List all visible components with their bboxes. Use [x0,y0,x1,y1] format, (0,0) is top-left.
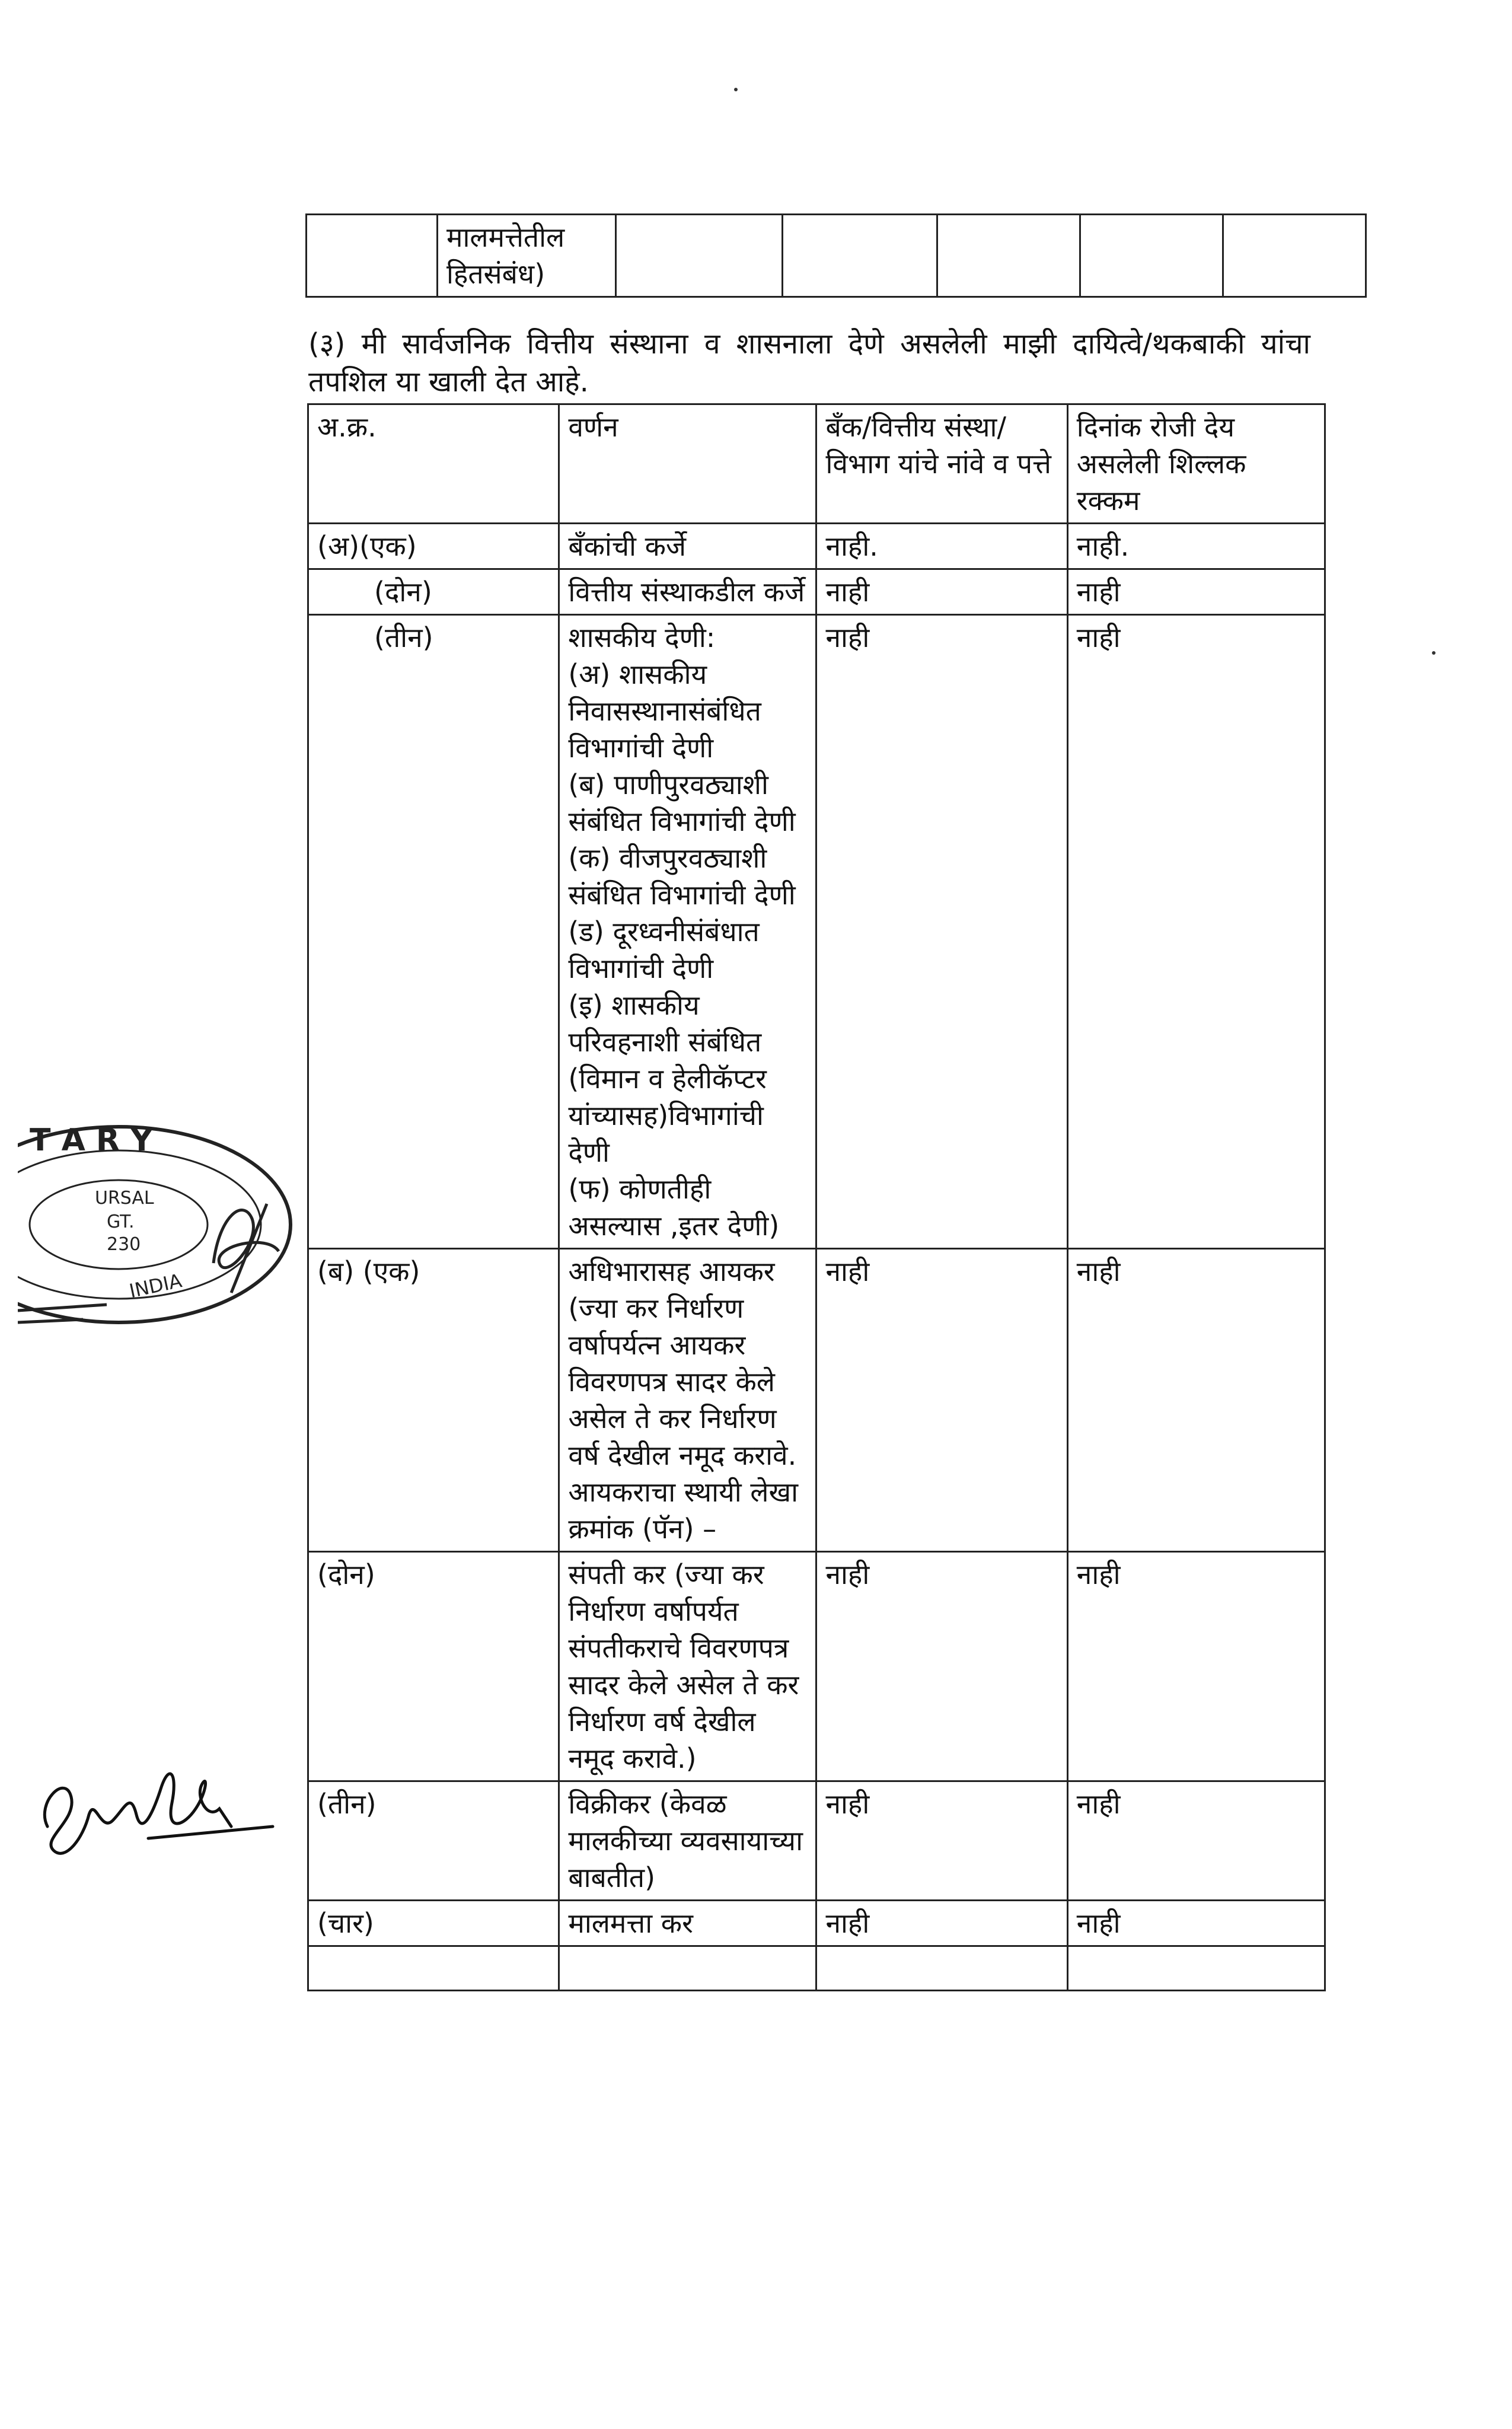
cell-text-line: हितसंबंध) [446,258,546,290]
row-bank: नाही [816,1901,1067,1946]
header-description: वर्णन [559,404,816,524]
liabilities-table [307,403,1326,1991]
table-cell [308,1946,559,1991]
row-amount: नाही [1067,1901,1325,1946]
row-amount: नाही [1067,1781,1325,1901]
description-line: (अ) शासकीय निवासस्थानासंबंधित विभागांची देणी [568,658,761,764]
handwritten-signature [30,1738,285,1874]
table-cell [816,1946,1067,1991]
table-cell [559,1946,816,1991]
stamp-text: T A R Y [30,1123,153,1158]
stamp-text: GT. [107,1212,135,1232]
row-description: वित्तीय संस्थाकडील कर्जे [559,569,816,615]
table-row [308,1781,1325,1901]
stamp-text: INDIA [127,1269,184,1303]
row-serial-no: (अ)(एक) [308,524,559,569]
table-row [308,1249,1325,1552]
row-description [559,615,816,1249]
table-header-row [308,404,1325,524]
table-cell [438,215,616,297]
row-bank: नाही. [816,524,1067,569]
row-amount: नाही [1067,1552,1325,1781]
table-row [308,1552,1325,1781]
description-line: (इ) शासकीय परिवहनाशी संबंधित (विमान व हेलीकॅप्टर यांच्यासह)विभागांची देणी [568,989,767,1168]
description-line: (क) वीजपुरवठ्याशी संबंधित विभागांची देणी [568,842,796,911]
row-bank: नाही [816,615,1067,1249]
table-cell [616,215,783,297]
row-bank: नाही [816,569,1067,615]
table-row-empty [308,1946,1325,1991]
row-description: अधिभारासह आयकर (ज्या कर निर्धारण वर्षापर्यत्न आयकर विवरणपत्र सादर केले असेल ते कर निर्धारण वर्ष देखील नमूद करावे. आयकराचा स्थायी लेखा क्रमांक (पॅन) – [559,1249,816,1552]
scan-speck [734,88,738,91]
row-serial-no: (चार) [308,1901,559,1946]
table-cell [783,215,937,297]
table-row [308,1901,1325,1946]
cell-text-line: मालमत्तेतील [446,221,565,253]
header-amount: दिनांक रोजी देय असलेली शिल्लक रक्कम [1067,404,1325,524]
row-serial-no: (दोन) [308,569,559,615]
scan-speck [1432,651,1436,655]
stamp-text: URSAL [95,1188,154,1209]
header-bank-name: बँक/वित्तीय संस्था/विभाग यांचे नांवे व पत्ते [816,404,1067,524]
row-serial-no: (तीन) [308,1781,559,1901]
row-description: संपती कर (ज्या कर निर्धारण वर्षापर्यत संपतीकराचे विवरणपत्र सादर केले असेल ते कर निर्धारण वर्ष देखील नमूद करावे.) [559,1552,816,1781]
row-description: बँकांची कर्जे [559,524,816,569]
description-line: (फ) कोणतीही असल्यास ,इतर देणी) [568,1173,780,1242]
table-row [308,615,1325,1249]
description-line: शासकीय देणी: [568,621,716,654]
row-serial-no: (ब) (एक) [308,1249,559,1552]
header-serial-no: अ.क्र. [308,404,559,524]
section-intro-paragraph: (३) मी सार्वजनिक वित्तीय संस्थाना व शासनाला देणे असलेली माझी दायित्वे/थकबाकी यांचा तपशिल या खाली देत आहे. [308,327,1310,399]
table-row [307,215,1366,297]
row-serial-no: (दोन) [308,1552,559,1781]
row-bank: नाही [816,1552,1067,1781]
row-bank: नाही [816,1781,1067,1901]
row-description: विक्रीकर (केवळ मालकीच्या व्यवसायाच्या बाबतीत) [559,1781,816,1901]
table-row [308,569,1325,615]
notary-stamp-icon [18,1115,296,1334]
table-cell [937,215,1080,297]
table-cell [1080,215,1223,297]
table-cell [1067,1946,1325,1991]
description-line: (ड) दूरध्वनीसंबंधात विभागांची देणी [568,916,760,984]
table-cell [307,215,438,297]
table-cell [1223,215,1366,297]
table-row [308,524,1325,569]
row-description: मालमत्ता कर [559,1901,816,1946]
description-line: (ब) पाणीपुरवठ्याशी संबंधित विभागांची देणी [568,769,796,837]
top-continuation-table [305,213,1367,298]
row-amount: नाही. [1067,524,1325,569]
row-serial-no: (तीन) [308,615,559,1249]
row-amount: नाही [1067,1249,1325,1552]
stamp-text: 230 [107,1234,141,1255]
row-amount: नाही [1067,569,1325,615]
row-bank: नाही [816,1249,1067,1552]
row-amount: नाही [1067,615,1325,1249]
